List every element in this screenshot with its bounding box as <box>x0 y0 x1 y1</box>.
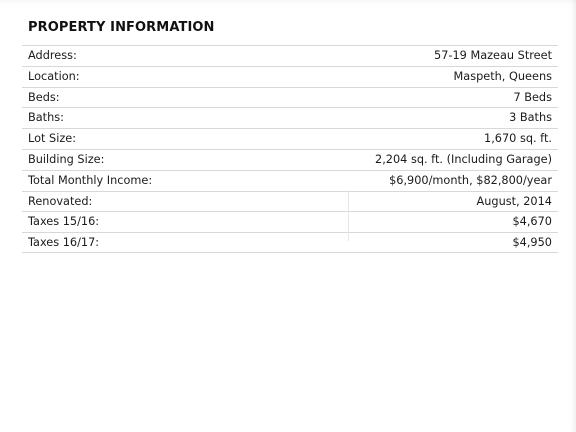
row-value: 57-19 Mazeau Street <box>434 49 552 62</box>
table-row-beds <box>22 87 558 108</box>
row-value: $4,670 <box>512 215 552 229</box>
row-value: August, 2014 <box>476 194 552 208</box>
table-row-lot-size <box>22 128 558 149</box>
row-label: Location: <box>28 69 80 83</box>
row-label: Taxes 15/16: <box>28 215 100 229</box>
row-label: Baths: <box>28 111 64 125</box>
row-value: Maspeth, Queens <box>453 69 552 83</box>
row-label: Building Size: <box>28 152 105 166</box>
table-row-total-monthly-income <box>22 170 558 191</box>
table-row-renovated <box>22 191 558 212</box>
table-row-location <box>22 66 558 87</box>
row-label: Address: <box>28 49 77 62</box>
row-label: Total Monthly Income: <box>28 173 153 187</box>
row-label: Lot Size: <box>28 132 77 146</box>
table-row-taxes-15-16 <box>22 211 558 232</box>
row-label: Beds: <box>28 90 60 104</box>
table-row-building-size <box>22 149 558 170</box>
table-row-address <box>22 45 558 66</box>
row-value: 3 Baths <box>509 111 552 125</box>
section-title: PROPERTY INFORMATION <box>28 20 215 35</box>
row-label: Taxes 16/17: <box>28 236 100 250</box>
property-info-table <box>22 45 558 253</box>
row-value: 7 Beds <box>513 90 552 104</box>
row-value: $4,950 <box>512 236 552 250</box>
table-row-baths <box>22 107 558 128</box>
row-value: $6,900/month, $82,800/year <box>389 173 552 187</box>
column-divider <box>348 191 349 241</box>
table-row-taxes-16-17 <box>22 232 558 253</box>
row-label: Renovated: <box>28 194 93 208</box>
row-value: 1,670 sq. ft. <box>484 132 552 146</box>
row-value: 2,204 sq. ft. (Including Garage) <box>375 152 552 166</box>
